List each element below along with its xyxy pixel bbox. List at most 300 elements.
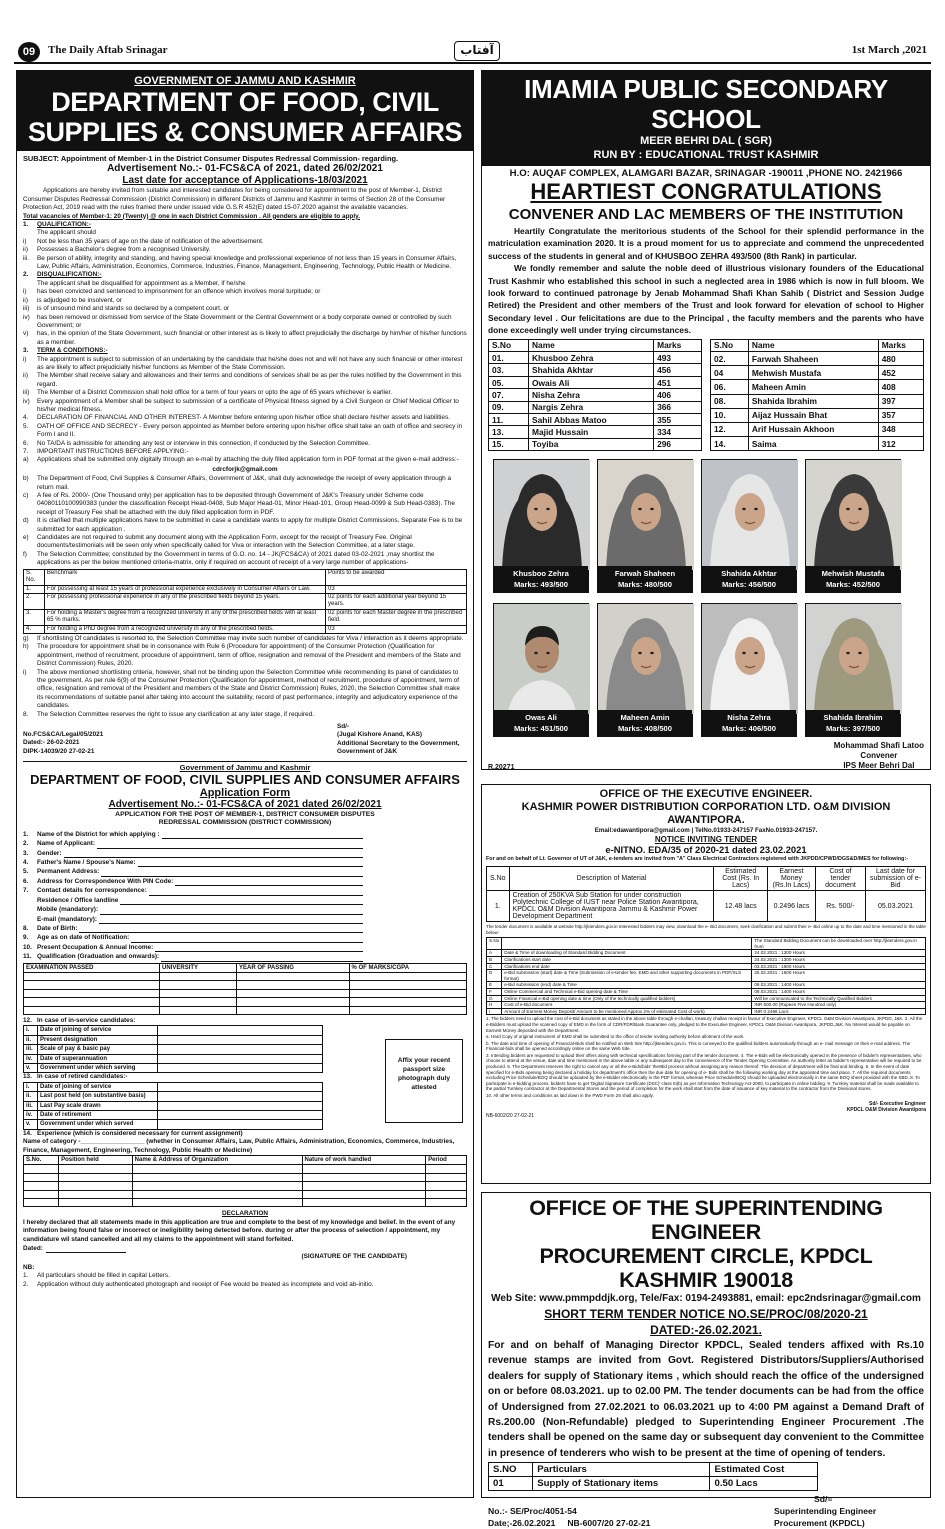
student-name: Nisha Zehra xyxy=(727,713,771,723)
inservice-row-value[interactable] xyxy=(158,1035,323,1044)
retired-row-value[interactable] xyxy=(158,1110,323,1119)
schedule-header: S.No xyxy=(487,938,502,950)
tender-header: Description of Material xyxy=(509,867,714,891)
form-field-blank[interactable] xyxy=(120,898,363,905)
kpdcl-ref: NB-6002/20 27-02-21 xyxy=(486,1112,535,1119)
experience-empty-cell[interactable] xyxy=(132,1165,302,1173)
proc-table-header: S.NO xyxy=(489,1463,533,1477)
marks-row-cell: Nisha Zehra xyxy=(528,389,653,401)
form-field[interactable] xyxy=(23,943,363,952)
form-field-label: Qualification (Graduation and onwards): xyxy=(37,953,160,961)
form-field-number: 6. xyxy=(23,877,29,885)
food-dept-advertisement xyxy=(16,70,474,1498)
form-field-blank[interactable] xyxy=(99,917,363,924)
form-field-blank[interactable] xyxy=(161,955,363,962)
inservice-row-numeral: i. xyxy=(24,1026,38,1035)
qualification-empty-cell[interactable] xyxy=(237,998,349,1006)
criteria-row-cell: 3. xyxy=(24,609,45,625)
marks-row-cell: 04 xyxy=(711,366,749,380)
marks-row-cell: Maheen Amin xyxy=(748,380,878,394)
disqualification-item-number: iii) xyxy=(23,305,30,313)
student-portrait-image xyxy=(598,460,694,570)
student-name: Khusboo Zehra xyxy=(513,569,569,579)
terms-item-text: The Member of a District Commission shall hold office for a term of four years or upto the age of 65 years whichever is earlier. xyxy=(37,389,393,397)
student-photo-card xyxy=(701,603,797,737)
disqualification-lead: The applicant shall be disqualified for appointment as a Member, if he/she xyxy=(37,279,246,287)
schedule-row-cell: INR 0.2496 Lacs xyxy=(752,1008,926,1015)
experience-empty-cell[interactable] xyxy=(302,1173,426,1181)
experience-empty-cell[interactable] xyxy=(426,1165,467,1173)
qualification-empty-row xyxy=(24,1006,467,1014)
disqualification-item-number: iv) xyxy=(23,313,30,321)
experience-empty-cell[interactable] xyxy=(24,1190,59,1198)
proc-circle-title: PROCUREMENT CIRCLE, KPDCL KASHMIR 190018 xyxy=(539,1244,873,1292)
marks-header: S.No xyxy=(489,339,529,351)
criteria-row-cell: For possessing at least 15 years of professional experience exclusively in Consumer Affairs or Law. xyxy=(44,585,325,593)
marks-row-cell: 03. xyxy=(489,364,529,376)
nb-item xyxy=(23,1281,467,1289)
form-field-label: Gender: xyxy=(37,849,62,857)
tender-condition: a. Hard Copy of original instrument of EMD shall be submitted to the office of tender inviting authority before allotment of the work. xyxy=(486,1034,745,1040)
experience-empty-cell[interactable] xyxy=(302,1190,426,1198)
schedule-row-cell: e-Bid submission (start) date & Time (Submission of e-tender fee, EMD and other supporting documents in PDF/XLS format) xyxy=(502,970,752,982)
qualification-empty-row xyxy=(24,981,467,989)
retired-row-label: Government under which served xyxy=(38,1120,158,1129)
schedule-table xyxy=(486,937,926,1015)
terms-item xyxy=(23,356,467,373)
signer-name: (Jugal Kishore Anand, KAS) xyxy=(337,731,422,739)
schedule-row-cell: F xyxy=(487,988,502,995)
terms-item-text: No TA/DA is admissible for attending any test or interview in this connection, if conducted by the Selection Committee. xyxy=(37,439,370,447)
proc-ref-date: Date;-26.02.2021 xyxy=(488,1518,556,1529)
qualification-header: YEAR OF PASSING xyxy=(237,963,349,972)
marks-row-cell: 493 xyxy=(654,352,702,364)
marks-row xyxy=(489,414,702,426)
form-field-blank[interactable] xyxy=(155,945,363,952)
signer-division: KPDCL O&M Division Awantipora xyxy=(846,1106,926,1113)
experience-empty-cell[interactable] xyxy=(426,1198,467,1206)
experience-empty-cell[interactable] xyxy=(426,1190,467,1198)
last-date: Last date for acceptance of Applications-18/03/2021 xyxy=(122,175,368,187)
qualification-empty-cell[interactable] xyxy=(24,972,160,980)
marks-row-cell: 02. xyxy=(711,352,749,366)
experience-heading: Experience (which is considered necessary for current assignment) xyxy=(37,1129,243,1137)
marks-row-cell: 13. xyxy=(489,426,529,438)
form-field[interactable] xyxy=(23,858,363,867)
signer-designation: Additional Secretary to the Government, xyxy=(337,739,460,747)
form-field-number: 7. xyxy=(23,887,29,895)
qualification-empty-cell[interactable] xyxy=(24,981,160,989)
experience-empty-cell[interactable] xyxy=(302,1165,426,1173)
tender-cell: Rs. 500/- xyxy=(815,891,865,922)
experience-empty-cell[interactable] xyxy=(302,1182,426,1190)
instruction-item xyxy=(23,475,467,492)
retired-row-value[interactable] xyxy=(158,1082,323,1091)
marks-row-cell: Shahida Ibrahim xyxy=(748,394,878,408)
marks-row-cell: 366 xyxy=(654,401,702,413)
experience-empty-cell[interactable] xyxy=(59,1190,133,1198)
qualification-empty-cell[interactable] xyxy=(160,998,237,1006)
marks-row xyxy=(489,401,702,413)
retired-row-numeral: i. xyxy=(24,1082,38,1091)
signer-govt: Government of J&K xyxy=(337,748,398,756)
schedule-row xyxy=(487,988,926,995)
criteria-row-cell: For possessing professional experience in any of the prescribed fields beyond 15 years. xyxy=(44,593,325,609)
terms-item-text: IMPORTANT INSTRUCTIONS BEFORE APPLYING:- xyxy=(37,448,189,455)
qualification-empty-cell[interactable] xyxy=(349,989,467,997)
schedule-row xyxy=(487,995,926,1002)
terms-item-number: 6. xyxy=(23,439,29,447)
marks-row-cell: Khusboo Zehra xyxy=(528,352,653,364)
marks-header: Marks xyxy=(878,339,923,351)
schedule-header xyxy=(502,938,752,950)
form-field[interactable] xyxy=(23,896,363,905)
student-marks: Marks: 451/500 xyxy=(513,724,569,734)
form-title: Application Form xyxy=(199,787,291,800)
school-header xyxy=(482,71,930,166)
qualification-empty-cell[interactable] xyxy=(160,989,237,997)
criteria-header: Points to be awarded xyxy=(326,569,467,585)
experience-empty-row xyxy=(24,1173,467,1181)
retired-row-numeral: iv. xyxy=(24,1110,38,1119)
schedule-row-cell: Amount of Earnest Money Deposit/ Amount to be mentioned Approx 2% of estimated Cost of work) xyxy=(502,1008,752,1015)
experience-empty-row xyxy=(24,1182,467,1190)
experience-empty-cell[interactable] xyxy=(59,1173,133,1181)
student-photo-card xyxy=(597,459,693,593)
qualification-header: EXAMINATION PASSED xyxy=(24,963,160,972)
form-field-label: Address for Correspondence With PIN Code: xyxy=(37,877,174,885)
instructions-list xyxy=(23,475,467,567)
disqualification-item xyxy=(23,297,467,305)
qualification-item-text: Be person of ability, integrity and standing, and having special knowledge and professional experience of not less than 15 years in Consumer Affairs, Law, Public Affairs, Administration, Economics, Commerce, Industries, Finance, Management, Engineering, Technology, Public Health or Medicine. xyxy=(37,254,457,271)
experience-header: Nature of work handled xyxy=(302,1155,426,1164)
schedule-row-cell: 24.02.2021 : 1300 Hours xyxy=(752,950,926,957)
retired-row-value[interactable] xyxy=(158,1101,323,1110)
ref-number: No.FCS&CA/Legal/05/2021 xyxy=(23,731,104,738)
qualification-empty-cell[interactable] xyxy=(349,972,467,980)
qualification-empty-cell[interactable] xyxy=(160,1006,237,1014)
signer-role: Convener xyxy=(860,751,898,761)
intro-paragraph: Applications are hereby invited from suitable and interested candidates for being considered for appointment to the post of Member-1, District Consumer Disputes Redressal Commission (District Commission) in different Districts of Jammu and Kashmir in terms of Section 28 of the Consumer Protection Act, 2019 read with the rules framed there under issued vide G.S.R 452(E) dated 15-07.2020 against the available vacancies. xyxy=(23,187,446,212)
criteria-row-cell: For holding a Master's degree from a recognized university in any of the prescribed fields with at least 65 % marks. xyxy=(44,609,325,625)
experience-empty-cell[interactable] xyxy=(59,1198,133,1206)
subject-line: SUBJECT: Appointment of Member-1 in the District Consumer Disputes Redressal Commission- regarding. xyxy=(23,154,399,163)
retired-row-value[interactable] xyxy=(158,1120,323,1129)
proc-notice-number: SHORT TERM TENDER NOTICE NO.SE/PROC/08/2020-21 DATED:-26.02.2021. xyxy=(544,1307,868,1337)
qualification-empty-cell[interactable] xyxy=(237,1006,349,1014)
qualification-item-number: i) xyxy=(23,237,27,245)
school-run-by: RUN BY : EDUCATIONAL TRUST KASHMIR xyxy=(593,149,819,161)
form-field-blank[interactable] xyxy=(101,870,363,877)
inservice-row xyxy=(24,1054,323,1063)
student-photo-caption xyxy=(702,566,796,592)
qualification-empty-row xyxy=(24,998,467,1006)
contact-line: Email:edawantipora@gmail.com | TelNo.01933-247157 FaxNo.01933-247157. xyxy=(594,827,818,834)
inservice-row-value[interactable] xyxy=(158,1054,323,1063)
tender-condition: 3. Intending bidders are requested to upload their offers along with technical specifications forming part of the tender document. 4. The e-Bids will be electronically opened in the presence of bidder's representatives, who choose to attend at the venue, date and time mentioned in the above table or any subsequent day to the convenience of the Tender Opening Committee. An authority letter as bidder's representative will be required to be produced. 5. The Department reserves the right to cancel any or all the e-Bids/bids' therBid process without assigning any reason thereof. The decision of department will be final and binding. 6. In the event of date specified for e-Bids opening being declared a holiday for department's office then the due date for opening of e- Bids shall be the following working day at the appointed time and place. 7. All the required documents excluding Price Schedule/BOQ should be uploaded by the e-Bidder electronically in the PDF format, whereas Price Schedule/BOQ should be uploaded electronically in the same BOQ sheet provided with the SBD. 8. To participate in e-bidding process, bidders have to get 'Digital Signature Certificate (DSC)' class III(b) as per Information Technology Act-2000, to participate in online bidding. 9. Turnkey material shall be made available to the partial Turnkey contractor at the Departmental Stores and the period of completion for the work shall start from the date of issuance of key material to the contractor from the Divisional stores. xyxy=(486,1052,922,1092)
experience-empty-cell[interactable] xyxy=(132,1198,302,1206)
student-photo-card xyxy=(701,459,797,593)
nb-item-number: 2. xyxy=(23,1280,29,1288)
terms-item-number: ii) xyxy=(23,372,28,380)
instruction-item-text: A fee of Rs. 2000/- (One Thousand only) per application has to be deposited through Government of J&K's Treasury under Scheme code 04080110100990383 (under the classification Receipt Head-0408, Sub Major Head-01, Minor Head-101, Group Head-0099 & Sub Head-0383). The receipt of Treasury Fee shall be attached with the duly filled application form in PDF. xyxy=(37,492,455,516)
form-post-line1: APPLICATION FOR THE POST OF MEMBER-1, DISTRICT CONSUMER DISPUTES xyxy=(115,811,375,819)
disqualification-item-number: v) xyxy=(23,330,29,338)
marks-row-cell: 456 xyxy=(654,364,702,376)
instruction-item xyxy=(23,551,467,568)
marks-row xyxy=(711,408,924,422)
retired-row xyxy=(24,1110,323,1119)
student-marks: Marks: 456/500 xyxy=(721,580,777,590)
inservice-row-label: Date of superannuation xyxy=(38,1054,158,1063)
retired-heading: In case of retired candidates:- xyxy=(37,1073,128,1081)
inservice-row-value[interactable] xyxy=(158,1026,323,1035)
convener-heading: CONVENER AND LAC MEMBERS OF THE INSTITUTION xyxy=(508,206,904,223)
schedule-row-cell: Cost of e-Bid document xyxy=(502,1002,752,1009)
form-field-blank[interactable] xyxy=(162,832,364,839)
experience-empty-cell[interactable] xyxy=(132,1190,302,1198)
schedule-row xyxy=(487,1002,926,1009)
proc-footer xyxy=(488,1493,924,1529)
criteria-row-cell: 03 xyxy=(326,625,467,633)
inservice-row-numeral: iii. xyxy=(24,1045,38,1054)
schedule-row-cell: Will be communicated to the Technically Qualified Bidders xyxy=(752,995,926,1002)
criteria-row-cell: 1. xyxy=(24,585,45,593)
form-field-label: Name of Applicant: xyxy=(37,840,95,848)
experience-empty-cell[interactable] xyxy=(132,1182,302,1190)
form-field-blank[interactable] xyxy=(175,879,363,886)
qualification-list xyxy=(23,238,467,272)
form-field-blank[interactable] xyxy=(138,860,363,867)
disqualification-item-text: has, in the opinion of the State Government, such financial or other interest as is likely to affect prejudicially the discharge by him/her of his/her functions as a member. xyxy=(37,330,467,346)
student-photo-card xyxy=(805,603,901,737)
qualification-empty-cell[interactable] xyxy=(349,1006,467,1014)
form-field-blank[interactable] xyxy=(149,889,363,896)
dated-label: Dated: xyxy=(23,1244,43,1252)
form-field[interactable] xyxy=(23,952,363,961)
qualification-empty-cell[interactable] xyxy=(237,989,349,997)
form-dept-title: DEPARTMENT OF FOOD, CIVIL SUPPLIES AND CONSUMER AFFAIRS xyxy=(30,772,460,788)
qualification-empty-cell[interactable] xyxy=(349,981,467,989)
student-photo-card xyxy=(597,603,693,737)
marks-row-cell: 14. xyxy=(711,436,749,450)
schedule-row-cell: H xyxy=(487,1002,502,1009)
qualification-empty-cell[interactable] xyxy=(160,981,237,989)
experience-empty-cell[interactable] xyxy=(302,1198,426,1206)
experience-empty-cell[interactable] xyxy=(426,1182,467,1190)
student-portrait-image xyxy=(806,604,902,714)
schedule-header: The Standard Bidding Document can be downloaded over http://jktenders.gov.in from xyxy=(752,938,926,950)
congrats-heading: HEARTIEST CONGRATULATIONS xyxy=(530,179,882,204)
inservice-row-label: Government under which serving xyxy=(38,1063,158,1072)
student-marks: Marks: 480/500 xyxy=(617,580,673,590)
marks-row xyxy=(489,376,702,388)
schedule-row xyxy=(487,950,926,957)
experience-empty-cell[interactable] xyxy=(24,1165,59,1173)
experience-header: Position held xyxy=(59,1155,133,1164)
application-email[interactable]: cdrcforjk@gmail.com xyxy=(212,465,278,473)
form-field[interactable] xyxy=(23,886,363,895)
qualification-empty-cell[interactable] xyxy=(237,972,349,980)
retired-row xyxy=(24,1120,323,1129)
form-field-label: Father's Name / Spouse's Name: xyxy=(37,859,136,867)
instruction-item-number: e) xyxy=(23,534,29,542)
form-field-number: 9. xyxy=(23,934,29,942)
terms-item xyxy=(23,448,467,456)
experience-empty-cell[interactable] xyxy=(24,1182,59,1190)
proc-table-cell: 01 xyxy=(489,1477,533,1491)
photo-placeholder-box: Affix your recent passport size photograph duly attested xyxy=(385,1039,463,1123)
marks-row-cell: 296 xyxy=(654,438,702,450)
instruction-item-number: d) xyxy=(23,517,29,525)
terms-item-number: i) xyxy=(23,355,27,363)
experience-table xyxy=(23,1155,467,1207)
experience-empty-row xyxy=(24,1165,467,1173)
form-field-label: Permanent Address: xyxy=(37,868,100,876)
schedule-row xyxy=(487,970,926,982)
form-fields xyxy=(23,830,363,962)
candidate-signature: (SIGNATURE OF THE CANDIDATE) xyxy=(301,1253,407,1261)
instruction-item-number: b) xyxy=(23,475,29,483)
form-field[interactable] xyxy=(23,924,363,933)
terms-item-text: OATH OF OFFICE AND SECRECY - Every person appointed as Member before entering upon his/her office shall take an oath of office and secrecy in Form I and II. xyxy=(37,422,463,439)
form-field[interactable] xyxy=(23,933,363,942)
enit-number: e-NITNO. EDA/35 of 2020-21 dated 23.02.2021 xyxy=(605,844,807,855)
form-field-blank[interactable] xyxy=(131,936,363,943)
selection-note-number: i) xyxy=(23,668,27,676)
form-field[interactable] xyxy=(23,877,363,886)
marks-row-cell: 452 xyxy=(878,366,923,380)
school-location: MEER BEHRI DAL ( SGR) xyxy=(640,135,772,147)
student-photos xyxy=(482,451,930,737)
qualification-empty-cell[interactable] xyxy=(24,1006,160,1014)
terms-item-text: Applications shall be submitted only digitally through an e-mail by attaching the duly filled application form in PDF format at the given e-mail address:- xyxy=(37,456,459,464)
form-field[interactable] xyxy=(23,839,363,848)
signer-school: IPS Meer Behri Dal xyxy=(843,761,915,771)
form-field-blank[interactable] xyxy=(79,926,363,933)
student-name: Farwah Shaheen xyxy=(614,569,676,579)
terms-heading: TERM & CONDITIONS:- xyxy=(37,347,108,355)
qualification-empty-cell[interactable] xyxy=(349,998,467,1006)
experience-empty-cell[interactable] xyxy=(59,1182,133,1190)
schedule-row-cell: Date & Time of downloading of Standard Bidding Document xyxy=(502,950,752,957)
qualification-empty-cell[interactable] xyxy=(24,989,160,997)
schedule-row-cell: C xyxy=(487,963,502,970)
form-field[interactable] xyxy=(23,915,363,924)
marks-row xyxy=(489,364,702,376)
marks-table-left xyxy=(488,339,702,452)
terms-item-number: iii) xyxy=(23,389,30,397)
retired-row-value[interactable] xyxy=(158,1092,323,1101)
qualification-item xyxy=(23,255,467,272)
form-post-line2: REDRESSAL COMMISSION (DISTRICT COMMISSION) xyxy=(158,819,332,827)
terms-item-text: Every appointment of a Member shall be subject to submission of a certificate of Physical fitness signed by a Civil Surgeon or Chief Medical Officer to his/her medical fitness. xyxy=(37,397,459,413)
signer-name: Mohammad Shafi Latoo xyxy=(833,741,924,751)
marks-row xyxy=(711,380,924,394)
marks-row-cell: 451 xyxy=(654,376,702,388)
form-field-number: 1. xyxy=(23,830,29,838)
selection-note-text: The procedure for appointment shall be in consonance with Rule 6 (Procedure for appointment) of the Consumer Protection (Qualification for appointment, method of recruitment, procedure of appointment, term of office, resignation and removal of the President and members of the State and District Commission) Rules, 2020. xyxy=(37,643,461,668)
proc-contact: Web Site: www.pmmpddjk.org, Tele/Fax: 0194-2493881, email: epc2ndsrinagar@gmail.com xyxy=(491,1293,921,1304)
retired-row xyxy=(24,1082,323,1091)
experience-empty-cell[interactable] xyxy=(24,1198,59,1206)
qualification-empty-cell[interactable] xyxy=(237,981,349,989)
form-field[interactable] xyxy=(23,905,363,914)
criteria-row-cell: 02 points for each additional year beyond 15 years. xyxy=(326,593,467,609)
marks-row-cell: Toyiba xyxy=(528,438,653,450)
form-field-label: Date of Birth: xyxy=(37,924,78,932)
marks-row-cell: Mehwish Mustafa xyxy=(748,366,878,380)
congrats-paragraph: Heartily Congratulate the meritorious students of the School for their splendid performance in the matriculation examination 2020. It is a proud moment for us to appreciate and commend the unprecedented success of the students in general and of KHUSBOO ZEHRA 493/500 (8th Rank) in particular. xyxy=(488,226,924,261)
signature-block xyxy=(23,723,467,757)
schedule-row-cell: 25.02.2021 : 1600 Hours xyxy=(752,970,926,982)
selection-note xyxy=(23,711,467,719)
form-field[interactable] xyxy=(23,830,363,839)
ref-date: Dated:- 26-02-2021 xyxy=(23,739,80,747)
inservice-row xyxy=(24,1045,323,1054)
student-portrait-image xyxy=(598,604,694,714)
schedule-row-cell: D xyxy=(487,970,502,982)
form-field-label: Contact details for correspondence: xyxy=(37,887,147,895)
marks-header: Name xyxy=(528,339,653,351)
schedule-row xyxy=(487,982,926,989)
student-photo-card xyxy=(805,459,901,593)
schedule-row-cell: Online Financial e-Bid opening date & time (Only of the technically qualified bidders) xyxy=(502,995,752,1002)
tender-header: Estimated Cost (Rs. In Lacs) xyxy=(714,867,768,891)
experience-empty-cell[interactable] xyxy=(59,1165,133,1173)
inservice-row-label: Scale of pay & basic pay xyxy=(38,1045,158,1054)
terms-item xyxy=(23,372,467,389)
inservice-row-value[interactable] xyxy=(158,1045,323,1054)
form-field-blank[interactable] xyxy=(97,842,363,849)
schedule-row-cell: Clarifications end date xyxy=(502,963,752,970)
disqualification-item-number: ii) xyxy=(23,296,28,304)
student-portrait-image xyxy=(494,604,590,714)
marks-row-cell: Shahida Akhtar xyxy=(528,364,653,376)
marks-row-cell: 09. xyxy=(489,401,529,413)
experience-empty-cell[interactable] xyxy=(132,1173,302,1181)
selection-note xyxy=(23,643,467,668)
terms-list xyxy=(23,356,467,465)
terms-item xyxy=(23,398,467,415)
selection-notes-list xyxy=(23,635,467,719)
form-field[interactable] xyxy=(23,867,363,876)
form-field[interactable] xyxy=(23,849,363,858)
selection-note-number: 8. xyxy=(23,710,29,718)
marks-row-cell: 357 xyxy=(878,408,923,422)
qualification-item xyxy=(23,238,467,246)
nb-item xyxy=(23,1272,467,1280)
schedule-row-cell: Clarifications start date xyxy=(502,956,752,963)
qualification-table xyxy=(23,963,467,1015)
terms-item xyxy=(23,414,467,422)
terms-item xyxy=(23,423,467,440)
form-field-blank[interactable] xyxy=(100,908,363,915)
disqualification-item-text: is adjudged to be insolvent, or xyxy=(37,296,122,304)
experience-empty-cell[interactable] xyxy=(24,1173,59,1181)
form-field-blank[interactable] xyxy=(64,851,363,858)
marks-row xyxy=(711,394,924,408)
qualification-lead: The applicant should xyxy=(37,229,96,237)
experience-empty-cell[interactable] xyxy=(426,1173,467,1181)
qualification-empty-cell[interactable] xyxy=(24,998,160,1006)
marks-row-cell: Sahil Abbas Matoo xyxy=(528,414,653,426)
qualification-empty-cell[interactable] xyxy=(160,972,237,980)
masthead xyxy=(14,40,931,64)
marks-row xyxy=(711,422,924,436)
inservice-row-value[interactable] xyxy=(158,1063,323,1072)
form-field-label: Name of the District for which applying : xyxy=(37,830,160,838)
